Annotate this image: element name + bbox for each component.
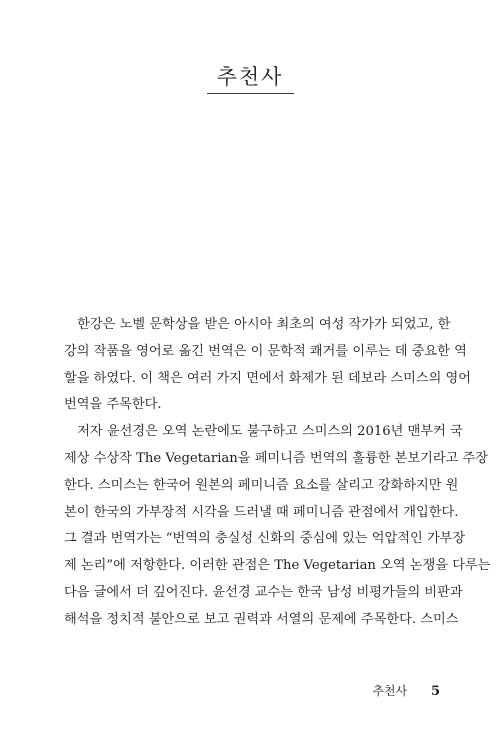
title-underline [207, 93, 294, 94]
text-line: 제상 수상작 The Vegetarian을 페미니즘 번역의 훌륭한 본보기라고 주장 [64, 450, 489, 466]
text-line: 강의 작품을 영어로 옮긴 번역은 이 문학적 쾌거를 이루는 데 중요한 역 [64, 343, 467, 359]
text-line: 할을 하였다. 이 책은 여러 가지 면에서 화제가 된 데보라 스미스의 영어 [64, 370, 471, 386]
running-footer: 추천사 [372, 684, 408, 698]
page-number: 5 [430, 684, 440, 699]
text-line: 그 결과 번역가는 “번역의 충실성 신화의 중심에 있는 억압적인 가부장 [64, 531, 466, 547]
text-line: 제 논리”에 저항한다. 이러한 관점은 The Vegetarian 오역 논쟁을 다루는 [64, 558, 491, 574]
text-line: 저자 윤선경은 오역 논란에도 불구하고 스미스의 2016년 맨부커 국 [64, 424, 463, 440]
page-footer [300, 681, 440, 701]
text-line: 한다. 스미스는 한국어 원본의 페미니즘 요소를 살리고 강화하지만 원 [64, 477, 459, 493]
body-text [64, 312, 491, 634]
text-line: 번역을 주목한다. [64, 397, 162, 413]
text-line: 한강은 노벨 문학상을 받은 아시아 최초의 여성 작가가 되었고, 한 [64, 317, 451, 332]
text-line: 본이 한국의 가부장적 시각을 드러낼 때 페미니즘 관점에서 개입한다. [64, 504, 459, 520]
text-line: 해석을 정치적 불안으로 보고 권력과 서열의 문제에 주목한다. 스미스 [64, 611, 459, 627]
text-line: 다음 글에서 더 깊어진다. 윤선경 교수는 한국 남성 비평가들의 비판과 [64, 584, 463, 600]
page-title: 추천사 [216, 65, 284, 89]
